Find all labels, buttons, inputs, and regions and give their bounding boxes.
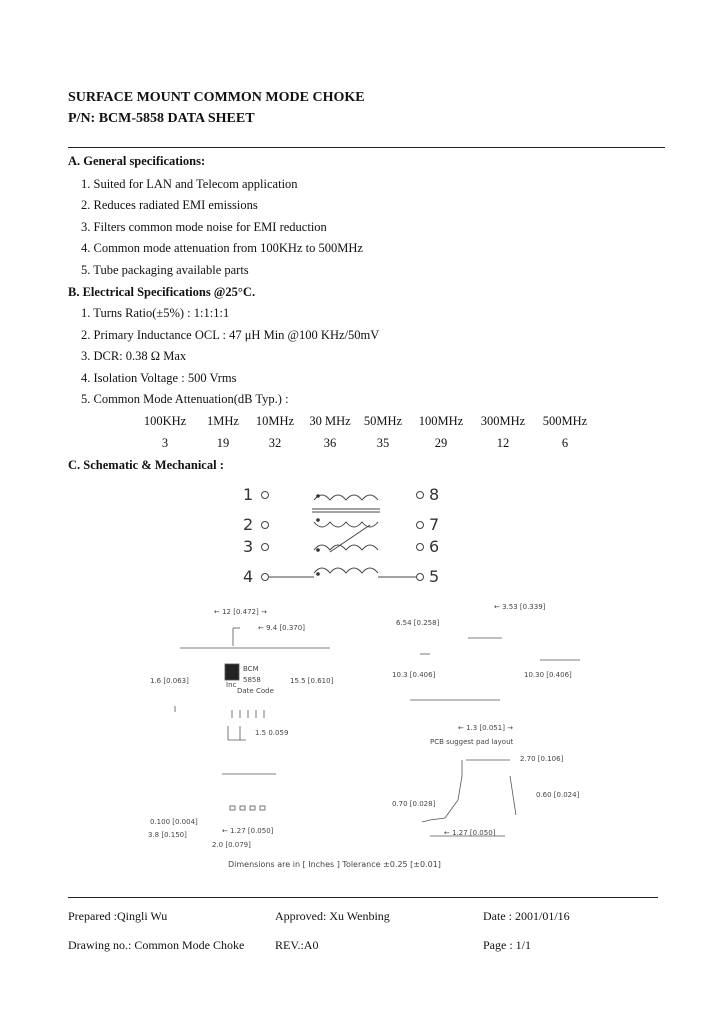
dim-pad-width: ← 1.3 [0.051] →: [458, 724, 514, 732]
dim-top-right: ← 3.53 [0.339]: [494, 603, 546, 611]
general-item-5: 5. Tube packaging available parts: [81, 263, 249, 277]
pin-8-terminal: [417, 492, 424, 499]
electrical-item-3: 3. DCR: 0.38 Ω Max: [81, 349, 187, 363]
atten-10mhz: 32: [268, 436, 282, 450]
atten-300mhz: 12: [496, 436, 510, 450]
pin-label-6: 6: [429, 537, 440, 556]
gull-wing-lead: [422, 760, 462, 822]
pin-2-terminal: [262, 522, 269, 529]
electrical-item-5: 5. Common Mode Attenuation(dB Typ.) :: [81, 392, 289, 406]
document-title: SURFACE MOUNT COMMON MODE CHOKE: [68, 90, 365, 105]
marking-date-code: Date Code: [237, 687, 274, 695]
footer-divider: [68, 897, 658, 898]
dim-side-height: 10.3 [0.406]: [392, 671, 436, 679]
marking-part: 5858: [243, 676, 261, 684]
pin-label-8: 8: [429, 485, 440, 504]
pin-4-terminal: [262, 574, 269, 581]
revision: REV.:A0: [275, 938, 319, 952]
dim-overall: 2.0 [0.079]: [212, 841, 251, 849]
pin-5-terminal: [417, 574, 424, 581]
dim-side: 6.54 [0.258]: [396, 619, 440, 627]
pin-label-1: 1: [243, 485, 254, 504]
freq-10mhz: 10MHz: [255, 414, 295, 428]
general-item-2: 2. Reduces radiated EMI emissions: [81, 198, 258, 212]
pin-3-terminal: [262, 544, 269, 551]
dim-lead-foot: 0.70 [0.028]: [392, 800, 436, 808]
freq-100mhz: 100MHz: [418, 414, 464, 428]
part-number: P/N: BCM-5858 DATA SHEET: [68, 111, 255, 126]
pin-6-terminal: [417, 544, 424, 551]
pcb-pad-layout-label: PCB suggest pad layout: [430, 738, 514, 746]
dim-width: ← 12 [0.472] →: [214, 608, 267, 616]
dim-lead-pitch: ← 1.27 [0.050]: [222, 827, 274, 835]
freq-50mhz: 50MHz: [363, 414, 403, 428]
pad-4: [260, 806, 265, 810]
electrical-item-4: 4. Isolation Voltage : 500 Vrms: [81, 371, 237, 385]
drawing-number: Drawing no.: Common Mode Choke: [68, 938, 245, 952]
electrical-item-2: 2. Primary Inductance OCL : 47 μH Min @100 KHz/50mV: [81, 328, 380, 342]
dim-pad-pitch: ← 1.27 [0.050]: [444, 829, 496, 837]
polarity-dot-3: [316, 548, 320, 552]
logo-block: [225, 664, 239, 680]
dim-length: 15.5 [0.610]: [290, 677, 334, 685]
pin-7-terminal: [417, 522, 424, 529]
freq-100khz: 100KHz: [143, 414, 187, 428]
section-b-heading: B. Electrical Specifications @25°C.: [68, 285, 256, 299]
freq-500mhz: 500MHz: [542, 414, 588, 428]
freq-30mhz: 30 MHz: [309, 414, 351, 428]
atten-100mhz: 29: [434, 436, 448, 450]
atten-50mhz: 35: [376, 436, 390, 450]
dim-lead-thickness: 0.60 [0.024]: [536, 791, 580, 799]
prepared-by: Prepared :Qingli Wu: [68, 909, 168, 923]
section-a-heading: A. General specifications:: [68, 154, 206, 168]
marking-bcm: BCM: [243, 665, 259, 673]
lead-right-edge: [510, 776, 516, 815]
atten-1mhz: 19: [216, 436, 230, 450]
winding-1: [314, 495, 378, 500]
atten-100khz: 3: [161, 436, 169, 450]
electrical-item-1: 1. Turns Ratio(±5%) : 1:1:1:1: [81, 306, 230, 320]
atten-500mhz: 6: [561, 436, 569, 450]
pin-label-5: 5: [429, 567, 440, 586]
dim-side-right: 10.30 [0.406]: [524, 671, 572, 679]
approved-by: Approved: Xu Wenbing: [275, 909, 390, 923]
dim-body: ← 9.4 [0.370]: [258, 624, 305, 632]
pin-1-terminal: [262, 492, 269, 499]
general-item-4: 4. Common mode attenuation from 100KHz to 500MHz: [81, 241, 363, 255]
pad-2: [240, 806, 245, 810]
pad-3: [250, 806, 255, 810]
page-number: Page : 1/1: [483, 938, 531, 952]
dim-pad-span: 2.70 [0.106]: [520, 755, 564, 763]
polarity-dot-1: [316, 494, 320, 498]
marking-logo: Inc: [226, 681, 237, 689]
general-item-1: 1. Suited for LAN and Telecom application: [81, 177, 298, 191]
pin-label-7: 7: [429, 515, 440, 534]
winding-4: [314, 568, 378, 573]
pin-label-3: 3: [243, 537, 254, 556]
dimension-note: Dimensions are in [ Inches ] Tolerance ±0.25 [±0.01]: [228, 860, 441, 869]
freq-1mhz: 1MHz: [207, 414, 239, 428]
dim-pitch: 1.5 0.059: [255, 729, 289, 737]
winding-3: [314, 545, 378, 550]
section-c-heading: C. Schematic & Mechanical :: [68, 458, 224, 472]
polarity-dot-4: [316, 572, 320, 576]
polarity-dot-2: [316, 518, 320, 522]
pin-label-2: 2: [243, 515, 254, 534]
atten-30mhz: 36: [323, 436, 337, 450]
pin-label-4: 4: [243, 567, 254, 586]
dim-left-height: 1.6 [0.063]: [150, 677, 189, 685]
freq-300mhz: 300MHz: [480, 414, 526, 428]
dim-standoff: 3.8 [0.150]: [148, 831, 187, 839]
general-item-3: 3. Filters common mode noise for EMI reduction: [81, 220, 327, 234]
document-date: Date : 2001/01/16: [483, 909, 570, 923]
dim-coplanarity: 0.100 [0.004]: [150, 818, 198, 826]
pad-1: [230, 806, 235, 810]
